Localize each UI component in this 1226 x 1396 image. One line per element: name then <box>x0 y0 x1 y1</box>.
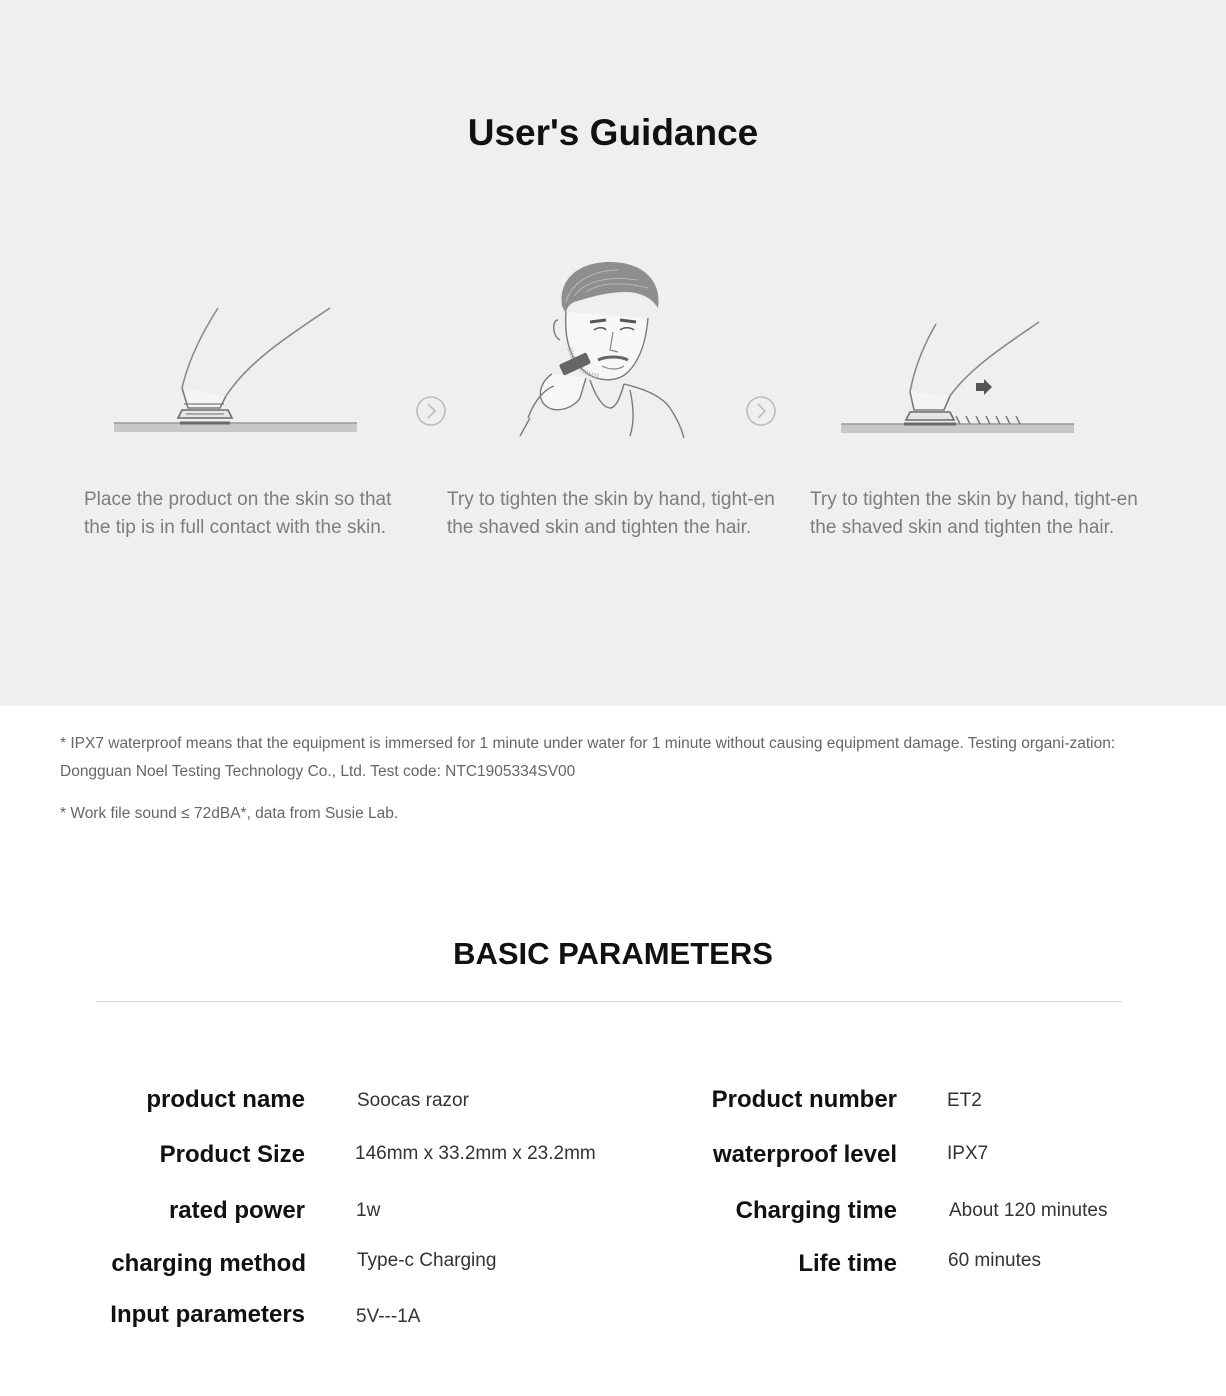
param-value-product-number: ET2 <box>947 1090 982 1111</box>
param-value-charging-time: About 120 minutes <box>949 1200 1108 1221</box>
param-label-product-name: product name <box>146 1086 305 1113</box>
chevron-right-circle-icon <box>415 395 447 427</box>
param-label-waterproof-level: waterproof level <box>712 1141 897 1168</box>
param-label-input-parameters: Input parameters <box>110 1301 305 1328</box>
man-shaving-illustration <box>500 258 690 440</box>
footnote-waterproof: * IPX7 waterproof means that the equipment is immersed for 1 minute under water for 1 minute without causing equipment damage. Testing organi-zation: Dongguan Noel Testing Technology Co., Ltd. Test code: NTC1905334SV00 <box>60 735 1116 780</box>
arrow-right-icon <box>976 379 992 395</box>
razor-moving-illustration <box>836 316 1080 440</box>
param-value-product-name: Soocas razor <box>357 1090 469 1111</box>
param-label-product-number: Product number <box>711 1086 897 1113</box>
param-label-charging-method: charging method <box>111 1250 306 1277</box>
step-1-text: Place the product on the skin so that the tip is in full contact with the skin. <box>84 489 392 538</box>
step-2-text: Try to tighten the skin by hand, tight-en the shaved skin and tighten the hair. <box>447 489 775 538</box>
param-value-rated-power: 1w <box>356 1200 381 1221</box>
param-value-product-size: 146mm x 33.2mm x 23.2mm <box>355 1143 596 1164</box>
step-3-text: Try to tighten the skin by hand, tight-en the shaved skin and tighten the hair. <box>810 489 1138 538</box>
guidance-title: User's Guidance <box>467 112 759 153</box>
footnotes <box>60 730 1170 842</box>
param-value-waterproof-level: IPX7 <box>947 1143 989 1164</box>
parameters-title: BASIC PARAMETERS <box>453 936 773 971</box>
param-label-life-time: Life time <box>798 1250 897 1277</box>
razor-on-skin-illustration <box>108 300 368 440</box>
divider <box>96 1001 1122 1002</box>
param-label-rated-power: rated power <box>168 1197 305 1224</box>
footnote-sound: * Work file sound ≤ 72dBA*, data from Susie Lab. <box>60 805 399 822</box>
param-label-charging-time: Charging time <box>735 1197 897 1224</box>
chevron-right-circle-icon <box>745 395 777 427</box>
param-value-life-time: 60 minutes <box>948 1250 1041 1271</box>
param-label-product-size: Product Size <box>159 1141 305 1168</box>
param-value-input-parameters: 5V---1A <box>356 1306 421 1327</box>
param-value-charging-method: Type-c Charging <box>357 1250 497 1271</box>
